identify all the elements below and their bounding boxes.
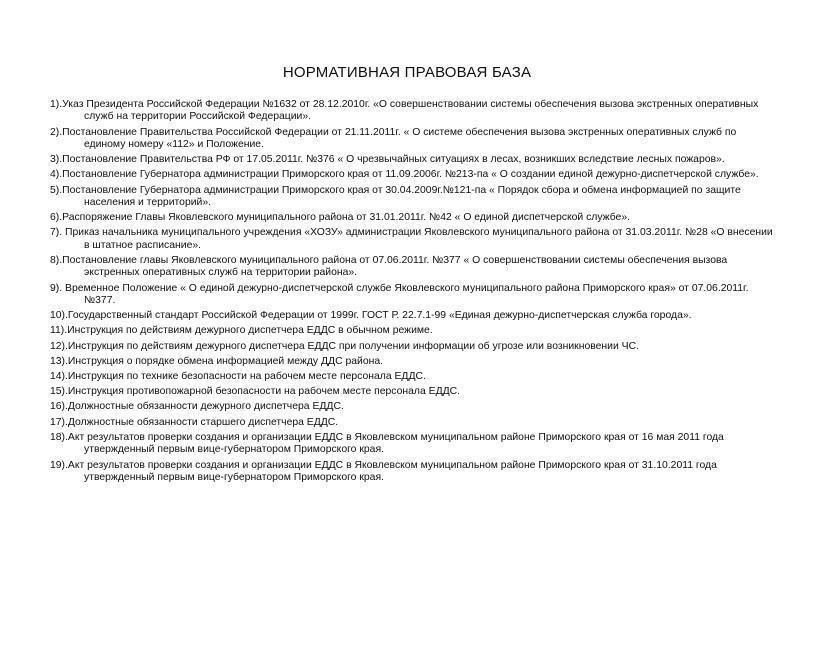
list-item: 14).Инструкция по технике безопасности на рабочем месте персонала ЕДДС. <box>50 371 426 383</box>
list-item: 4).Постановление Губернатора администрации Приморского края от 11.09.2006г. №213-па « О создании единой дежурно-диспетчерской службе». <box>50 169 759 181</box>
list-item: 6).Распоряжение Главы Яковлевского муниципального района от 31.01.2011г. №42 « О единой диспетчерской службе». <box>50 212 631 224</box>
list-item: 3).Постановление Правительства РФ от 17.05.2011г. №376 « О чрезвычайных ситуациях в лесах, возникших вследствие лесных пожаров». <box>50 154 725 166</box>
list-item: 18).Акт результатов проверки создания и организации ЕДДС в Яковлевском муниципальном районе Приморского края от 16 мая 2011 года утвержденный первым вице-губернатором Приморского края. <box>50 431 724 456</box>
list-item: 16).Должностные обязанности дежурного диспетчера ЕДДС. <box>50 401 344 413</box>
list-item: 13).Инструкция о порядке обмена информацией между ДДС района. <box>50 355 384 367</box>
list-item: 15).Инструкция противопожарной безопасности на рабочем месте персонала ЕДДС. <box>50 386 461 398</box>
list-item: 7). Приказ начальника муниципального учреждения «ХОЗУ» администрации Яковлевского муниципального района от 31.03.2011г. №28 «О внесении в штатное расписание». <box>50 227 773 251</box>
list-item: 10).Государственный стандарт Российской Федерации от 1999г. ГОСТ Р. 22.7.1-99 «Единая дежурно-диспетчерская служба города». <box>50 310 692 322</box>
list-item: 17).Должностные обязанности старшего диспетчера ЕДДС. <box>50 416 339 428</box>
list-item: 11).Инструкция по действиям дежурного диспетчера ЕДДС в обычном режиме. <box>50 325 433 337</box>
list-item: 19).Акт результатов проверки создания и организации ЕДДС в Яковлевском муниципальном районе Приморского края от 31.10.2011 года утвержденный первым вице-губернатором Приморского края. <box>50 459 717 483</box>
list-item: 8).Постановление главы Яковлевского муниципального района от 07.06.2011г. №377 « О совершенствовании системы обеспечения вызова экстренных оперативных служб на территории района». <box>50 255 728 279</box>
page-title: НОРМАТИВНАЯ ПРАВОВАЯ БАЗА <box>282 64 532 81</box>
list-item: 2).Постановление Правительства Российской Федерации от 21.11.2011г. « О системе обеспечения вызова экстренных оперативных служб по единому номеру «112» и Положение. <box>50 126 737 151</box>
list-item: 12).Инструкция по действиям дежурного диспетчера ЕДДС при получении информации об угрозе или возникновении ЧС. <box>50 340 639 352</box>
list-item: 5).Постановление Губернатора администрации Приморского края от 30.04.2009г.№121-па « Порядок сбора и обмена информацией по защите населения и территорий». <box>50 184 741 209</box>
legal-basis-list <box>50 99 780 487</box>
list-item: 1).Указ Президента Российской Федерации №1632 от 28.12.2010г. «О совершенствовании системы обеспечения вызова экстренных оперативных служб на территории Российской Федерации». <box>50 99 759 123</box>
list-item: 9). Временное Положение « О единой дежурно-диспетчерской службе Яковлевского муниципального района Приморского края» от 07.06.2011г. №377. <box>50 282 749 307</box>
